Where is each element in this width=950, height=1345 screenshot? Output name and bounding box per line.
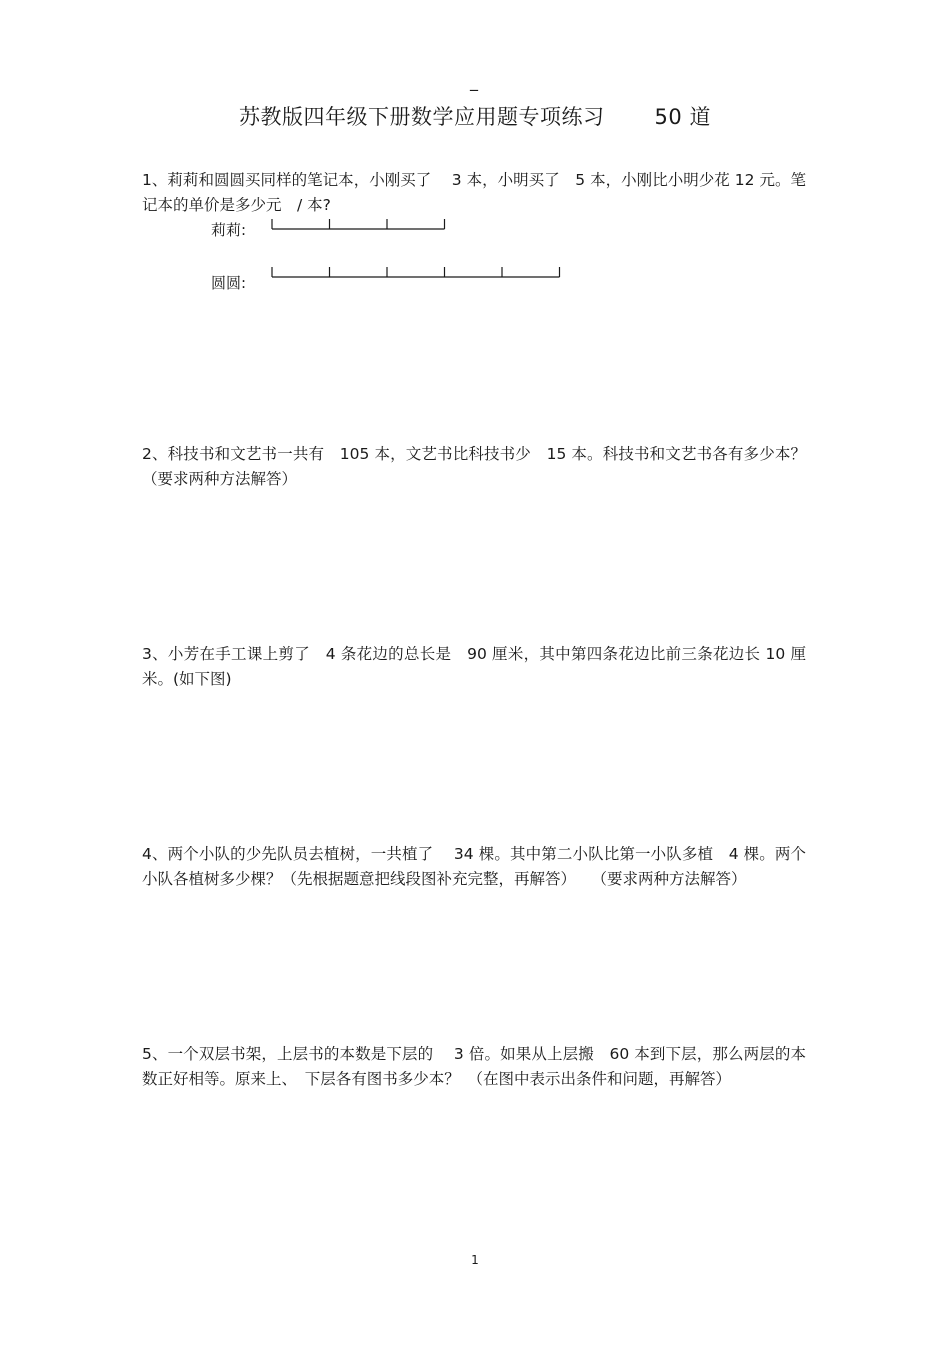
question-text: 1、莉莉和圆圆买同样的笔记本，小刚买了 3 本，小明买了 5 本，小刚比小明少花 12 元。笔记本的单价是多少元 / 本? (142, 171, 806, 214)
question-2 (142, 442, 806, 492)
title-count: 50 道 (654, 105, 711, 129)
question-1 (142, 168, 806, 218)
question-text: 3、小芳在手工课上剪了 4 条花边的总长是 90 厘米，其中第四条花边比前三条花边长 10 厘米。(如下图) (142, 645, 806, 688)
question-text: 4、两个小队的少先队员去植树，一共植了 34 棵。其中第二小队比第一小队多植 4 棵。两个小队各植树多少棵？（先根据题意把线段图补充完整，再解答） （要求两种方法解答） (142, 845, 806, 888)
diagram-label-yuanyuan: 圆圆: (211, 274, 247, 292)
segment-diagram-lili (269, 218, 449, 234)
page-title (0, 101, 950, 131)
title-text: 苏教版四年级下册数学应用题专项练习 (239, 105, 605, 129)
question-text: 5、一个双层书架，上层书的本数是下层的 3 倍。如果从上层搬 60 本到下层，那么两层的本数正好相等。原来上、 下层各有图书多少本？ （在图中表示出条件和问题，再解答） (142, 1045, 806, 1088)
page-number: 1 (471, 1253, 479, 1267)
segment-diagram-yuanyuan (269, 266, 564, 282)
question-5 (142, 1042, 806, 1092)
question-text: 2、科技书和文艺书一共有 105 本，文艺书比科技书少 15 本。科技书和文艺书各有多少本？（要求两种方法解答） (142, 445, 806, 488)
question-4 (142, 842, 806, 892)
diagram-label-lili: 莉莉: (211, 221, 247, 239)
header-mark: _ (470, 72, 478, 91)
question-3 (142, 642, 806, 692)
